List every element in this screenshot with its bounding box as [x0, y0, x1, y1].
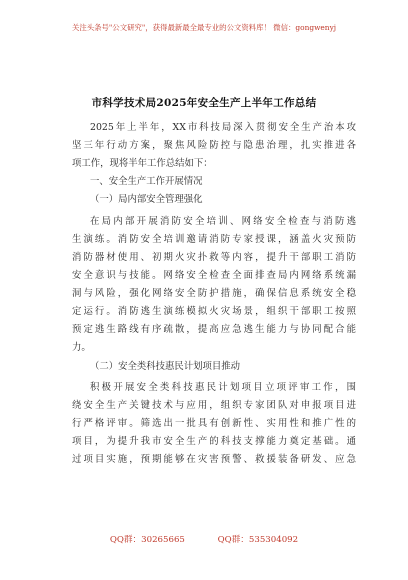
paragraph-line: 洞与风险，强化网络安全防护措施，确保信息系统安全稳 [72, 288, 356, 299]
paragraph-line: 项目，为提升我市安全生产的科技支撑能力奠定基础。通 [72, 436, 356, 447]
top-banner: 关注头条号"公文研究"，获得最新最全最专业的公文资料库！ 微信：gongwenyj [71, 23, 337, 32]
paragraph-line: 项工作，现将半年工作总结如下： [72, 158, 213, 169]
paragraph-line: 定运行。消防逃生演练模拟火灾场景，组织干部职工按照 [72, 306, 356, 317]
paragraph-line: 消防器材使用、初期火灾扑救等内容，提升干部职工消防 [72, 252, 356, 263]
qq-group-1: QQ群：30265665 [109, 535, 185, 545]
paragraph-line: 安全意识与技能。网络安全检查全面排查局内网络系统漏 [72, 270, 356, 281]
paragraph-line: 行严格评审。筛选出一批具有创新性、实用性和推广性的 [72, 418, 356, 429]
footer-contact [0, 533, 408, 545]
paragraph-line: 绕安全生产关键技术与应用，组织专家团队对申报项目进 [72, 400, 356, 411]
paragraph-line: 积极开展安全类科技惠民计划项目立项评审工作，围 [90, 382, 356, 393]
paragraph-line: 力。 [72, 342, 91, 353]
subsection-heading: （一）局内部安全管理强化 [90, 194, 203, 205]
section-heading: 一、安全生产工作开展情况 [90, 176, 203, 187]
subsection-heading: （二）安全类科技惠民计划项目推动 [90, 361, 241, 372]
qq-group-2: QQ群：535304092 [217, 535, 299, 545]
paragraph-line: 生演练。消防安全培训邀请消防专家授课，涵盖火灾预防 [72, 234, 356, 245]
paragraph-line: 2025年上半年，XX市科技局深入贯彻安全生产治本攻 [90, 122, 356, 133]
paragraph-line: 在局内部开展消防安全培训、网络安全检查与消防逃 [90, 216, 356, 227]
paragraph-line: 预定逃生路线有序疏散，提高应急逃生能力与协同配合能 [72, 324, 356, 335]
document-title: 市科学技术局2025年安全生产上半年工作总结 [91, 97, 317, 109]
paragraph-line: 坚三年行动方案，聚焦风险防控与隐患治理，扎实推进各 [72, 140, 356, 151]
paragraph-line: 过项目实施，预期能够在灾害预警、救援装备研发、应急 [72, 454, 356, 465]
